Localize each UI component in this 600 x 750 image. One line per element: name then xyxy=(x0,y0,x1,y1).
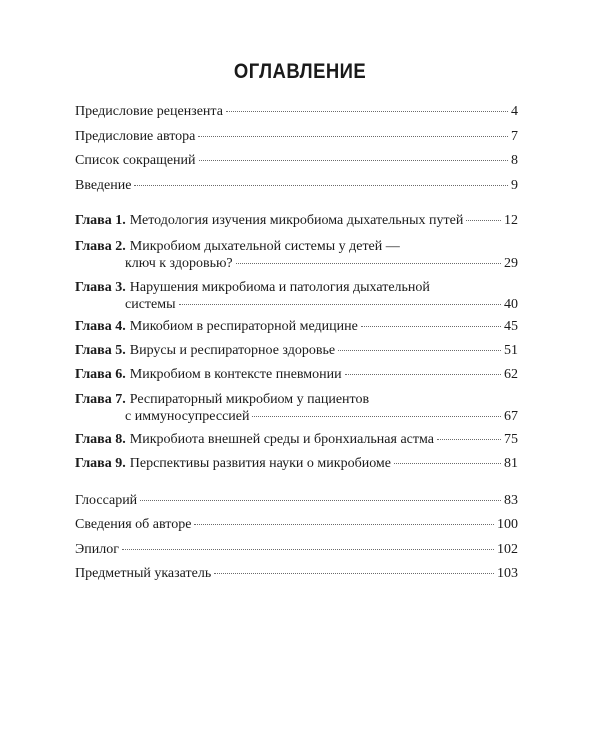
toc-page-number: 75 xyxy=(504,432,518,447)
leader-dots xyxy=(214,573,494,574)
chapter-label: Глава 6. xyxy=(75,367,126,382)
leader-dots xyxy=(198,136,508,137)
chapter-title: Вирусы и респираторное здоровье xyxy=(129,343,336,358)
toc-page-number: 9 xyxy=(511,178,518,193)
toc-page-number: 102 xyxy=(497,542,518,557)
toc-page-number: 45 xyxy=(504,319,518,334)
toc-chapter-8[interactable] xyxy=(75,431,518,448)
toc-page-number: 4 xyxy=(511,104,518,119)
chapter-title: Перспективы развития науки о микробиоме xyxy=(129,456,391,471)
chapter-label: Глава 8. xyxy=(75,432,126,447)
toc-page-number: 12 xyxy=(504,213,518,228)
chapter-title-cont: с иммуносупрессией xyxy=(125,409,250,424)
toc-chapter-6[interactable] xyxy=(75,366,518,383)
chapter-title: Микробиом в контексте пневмонии xyxy=(129,367,342,382)
toc-chapter-3[interactable] xyxy=(75,279,518,313)
chapter-label: Глава 5. xyxy=(75,343,126,358)
chapter-label: Глава 7. xyxy=(75,392,126,407)
chapter-title-cont: системы xyxy=(125,297,176,312)
toc-page-number: 8 xyxy=(511,153,518,168)
chapter-label: Глава 1. xyxy=(75,213,126,228)
leader-dots xyxy=(345,374,501,375)
toc-page-number: 62 xyxy=(504,367,518,382)
toc-page-number: 29 xyxy=(504,256,518,271)
leader-dots xyxy=(194,524,494,525)
toc-chapter-7[interactable] xyxy=(75,391,518,425)
toc-entry[interactable] xyxy=(75,152,518,169)
page-title: ОГЛАВЛЕНИЕ xyxy=(233,60,367,83)
toc-entry-title: Предисловие автора xyxy=(75,129,196,144)
toc-entry-title: Предисловие рецензента xyxy=(75,104,223,119)
chapter-title: Нарушения микробиома и патология дыхательной xyxy=(129,280,430,295)
leader-dots xyxy=(179,304,501,305)
chapter-label: Глава 4. xyxy=(75,319,126,334)
chapter-label: Глава 9. xyxy=(75,456,126,471)
toc-chapter-5[interactable] xyxy=(75,342,518,359)
toc-entry-title: Глоссарий xyxy=(75,493,138,508)
toc-page-number: 7 xyxy=(511,129,518,144)
toc-entry[interactable] xyxy=(75,565,518,582)
toc-entry[interactable] xyxy=(75,103,518,120)
toc-entry[interactable] xyxy=(75,516,518,533)
toc-entry[interactable] xyxy=(75,541,518,558)
toc-chapter-1[interactable] xyxy=(75,212,518,229)
chapter-title: Методология изучения микробиома дыхательных путей xyxy=(129,213,464,228)
leader-dots xyxy=(236,263,501,264)
toc-entry-title: Список сокращений xyxy=(75,153,196,168)
toc-entry[interactable] xyxy=(75,128,518,145)
toc-entry-title: Сведения об авторе xyxy=(75,517,192,532)
chapter-label: Глава 2. xyxy=(75,239,126,254)
leader-dots xyxy=(122,549,494,550)
leader-dots xyxy=(226,111,508,112)
toc-page-number: 67 xyxy=(504,409,518,424)
toc-chapter-9[interactable] xyxy=(75,455,518,472)
leader-dots xyxy=(134,185,508,186)
toc-page-number: 100 xyxy=(497,517,518,532)
toc-entry-title: Введение xyxy=(75,178,132,193)
toc-entry-title: Эпилог xyxy=(75,542,119,557)
toc-chapter-2[interactable] xyxy=(75,238,518,272)
leader-dots xyxy=(140,500,501,501)
chapter-label: Глава 3. xyxy=(75,280,126,295)
leader-dots xyxy=(199,160,508,161)
toc-page-number: 83 xyxy=(504,493,518,508)
toc-entry[interactable] xyxy=(75,177,518,194)
chapter-title: Микобиом в респираторной медицине xyxy=(129,319,358,334)
toc-entry[interactable] xyxy=(75,492,518,509)
toc-entry-title: Предметный указатель xyxy=(75,566,212,581)
toc-page-number: 40 xyxy=(504,297,518,312)
chapter-title: Микробиота внешней среды и бронхиальная астма xyxy=(129,432,434,447)
leader-dots xyxy=(361,326,501,327)
chapter-title: Микробиом дыхательной системы у детей — xyxy=(129,239,400,254)
leader-dots xyxy=(466,220,501,221)
toc-chapter-4[interactable] xyxy=(75,318,518,335)
leader-dots xyxy=(437,439,501,440)
toc-page-number: 51 xyxy=(504,343,518,358)
leader-dots xyxy=(394,463,501,464)
leader-dots xyxy=(338,350,501,351)
leader-dots xyxy=(252,416,501,417)
toc-page-number: 81 xyxy=(504,456,518,471)
chapter-title: Респираторный микробиом у пациентов xyxy=(129,392,370,407)
chapter-title-cont: ключ к здоровью? xyxy=(125,256,233,271)
toc-page-number: 103 xyxy=(497,566,518,581)
